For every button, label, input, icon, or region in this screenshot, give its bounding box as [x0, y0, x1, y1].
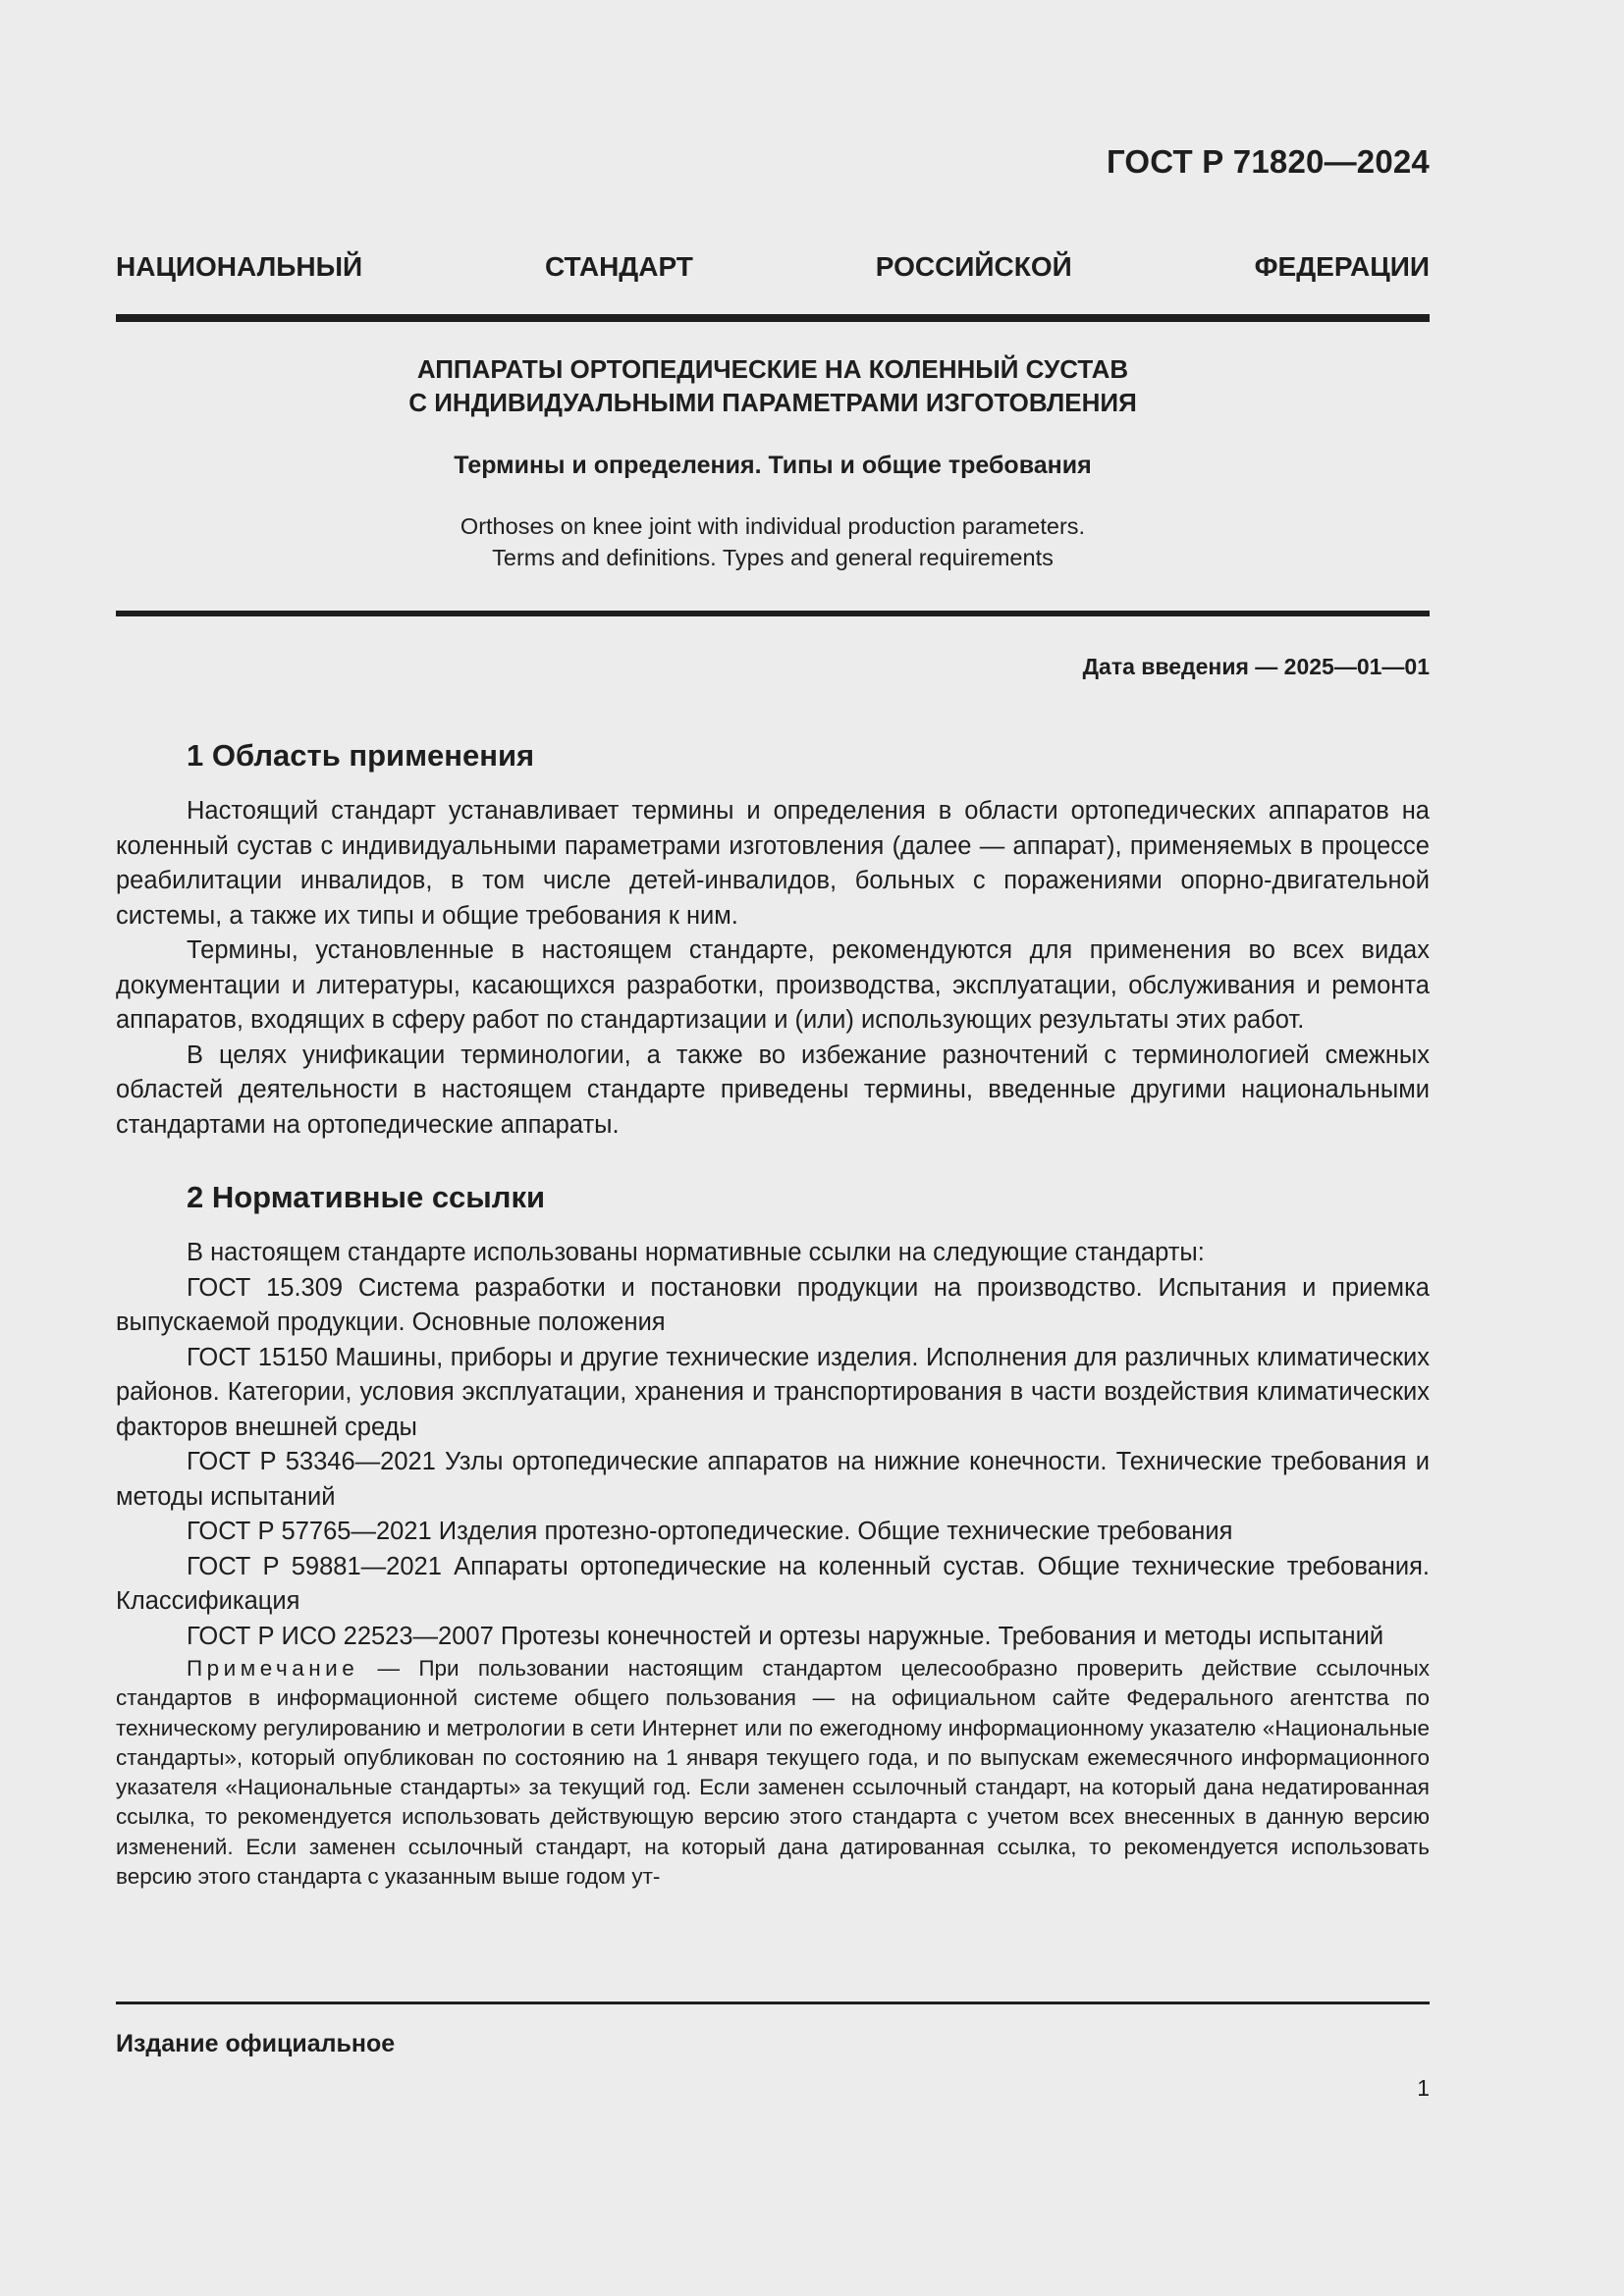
- document-subtitle: Термины и определения. Типы и общие требования: [454, 452, 1092, 479]
- edition-label: Издание официальное: [116, 2030, 396, 2057]
- section-heading-normative-references: 2 Нормативные ссылки: [187, 1180, 546, 1214]
- paragraph: В целях унификации терминологии, а также во избежание разночтений с терминологией смежных областей деятельности в настоящем стандарте приведены термины, введенные другими национальными стандартами на ортопедические аппараты.: [116, 1041, 1430, 1139]
- page-number: 1: [1417, 2075, 1430, 2101]
- banner-word: НАЦИОНАЛЬНЫЙ: [116, 251, 363, 282]
- paragraph: Термины, установленные в настоящем стандарте, рекомендуются для применения во всех видах документации и литературы, касающихся разработки, производства, эксплуатации, обслуживания и ремонта аппаратов, входящих в сферу работ по стандартизации и (или) использующих результаты этих работ.: [116, 936, 1430, 1034]
- english-title-line: Terms and definitions. Types and general requirements: [492, 545, 1054, 570]
- reference-item: ГОСТ Р 53346—2021 Узлы ортопедические аппаратов на нижние конечности. Технические требования и методы испытаний: [116, 1448, 1430, 1511]
- document-body: [116, 734, 1430, 1892]
- reference-item: ГОСТ 15150 Машины, приборы и другие технические изделия. Исполнения для различных климатических районов. Категории, условия эксплуатации, хранения и транспортирования в части воздействия климатических факторов внешней среды: [116, 1343, 1430, 1441]
- banner-word: ФЕДЕРАЦИИ: [1254, 251, 1430, 282]
- standard-number: ГОСТ Р 71820—2024: [1106, 143, 1430, 180]
- national-standard-banner: [116, 251, 1430, 283]
- footer-divider: [116, 2002, 1430, 2004]
- banner-word: РОССИЙСКОЙ: [875, 251, 1072, 282]
- header-divider: [116, 314, 1430, 322]
- reference-item: ГОСТ Р 59881—2021 Аппараты ортопедические на коленный сустав. Общие технические требования. Классификация: [116, 1552, 1430, 1615]
- document-page: [116, 0, 1430, 2296]
- note: [116, 1654, 1430, 1892]
- reference-item: ГОСТ Р 57765—2021 Изделия протезно-ортопедические. Общие технические требования: [187, 1518, 1233, 1545]
- document-title: [116, 352, 1430, 419]
- introduction-date: Дата введения — 2025—01—01: [1082, 654, 1430, 679]
- title-line: С ИНДИВИДУАЛЬНЫМИ ПАРАМЕТРАМИ ИЗГОТОВЛЕНИЯ: [408, 388, 1137, 417]
- note-label: Примечание: [187, 1656, 359, 1681]
- paragraph: В настоящем стандарте использованы нормативные ссылки на следующие стандарты:: [187, 1239, 1205, 1266]
- note-text: — При пользовании настоящим стандартом целесообразно проверить действие ссылочных стандартов в информационной системе общего пользования — на официальном сайте Федерального агентства по техническому регулированию и метрологии в сети Интернет или по ежегодному информационному указателю «Национальные стандарты», который опубликован по состоянию на 1 января текущего года, и по выпускам ежемесячного информационного указателя «Национальные стандарты» за текущий год. Если заменен ссылочный стандарт, на который дана недатированная ссылка, то рекомендуется использовать действующую версию этого стандарта с учетом всех внесенных в данную версию изменений. Если заменен ссылочный стандарт, на который дана датированная ссылка, то рекомендуется использовать версию этого стандарта с указанным выше годом ут-: [116, 1656, 1430, 1890]
- reference-item: ГОСТ Р ИСО 22523—2007 Протезы конечностей и ортезы наружные. Требования и методы испытаний: [187, 1622, 1384, 1650]
- english-title-line: Orthoses on knee joint with individual production parameters.: [460, 513, 1086, 539]
- section-heading-scope: 1 Область применения: [187, 738, 535, 773]
- title-divider: [116, 611, 1430, 616]
- title-line: АППАРАТЫ ОРТОПЕДИЧЕСКИЕ НА КОЛЕННЫЙ СУСТАВ: [416, 354, 1129, 384]
- reference-item: ГОСТ 15.309 Система разработки и постановки продукции на производство. Испытания и приемка выпускаемой продукции. Основные положения: [116, 1273, 1430, 1336]
- banner-word: СТАНДАРТ: [545, 251, 693, 282]
- english-title: [116, 510, 1430, 573]
- paragraph: Настоящий стандарт устанавливает термины и определения в области ортопедических аппаратов на коленный сустав с индивидуальными параметрами изготовления (далее — аппарат), применяемых в процессе реабилитации инвалидов, в том числе детей-инвалидов, больных с поражениями опорно-двигательной системы, а также их типы и общие требования к ним.: [116, 797, 1430, 930]
